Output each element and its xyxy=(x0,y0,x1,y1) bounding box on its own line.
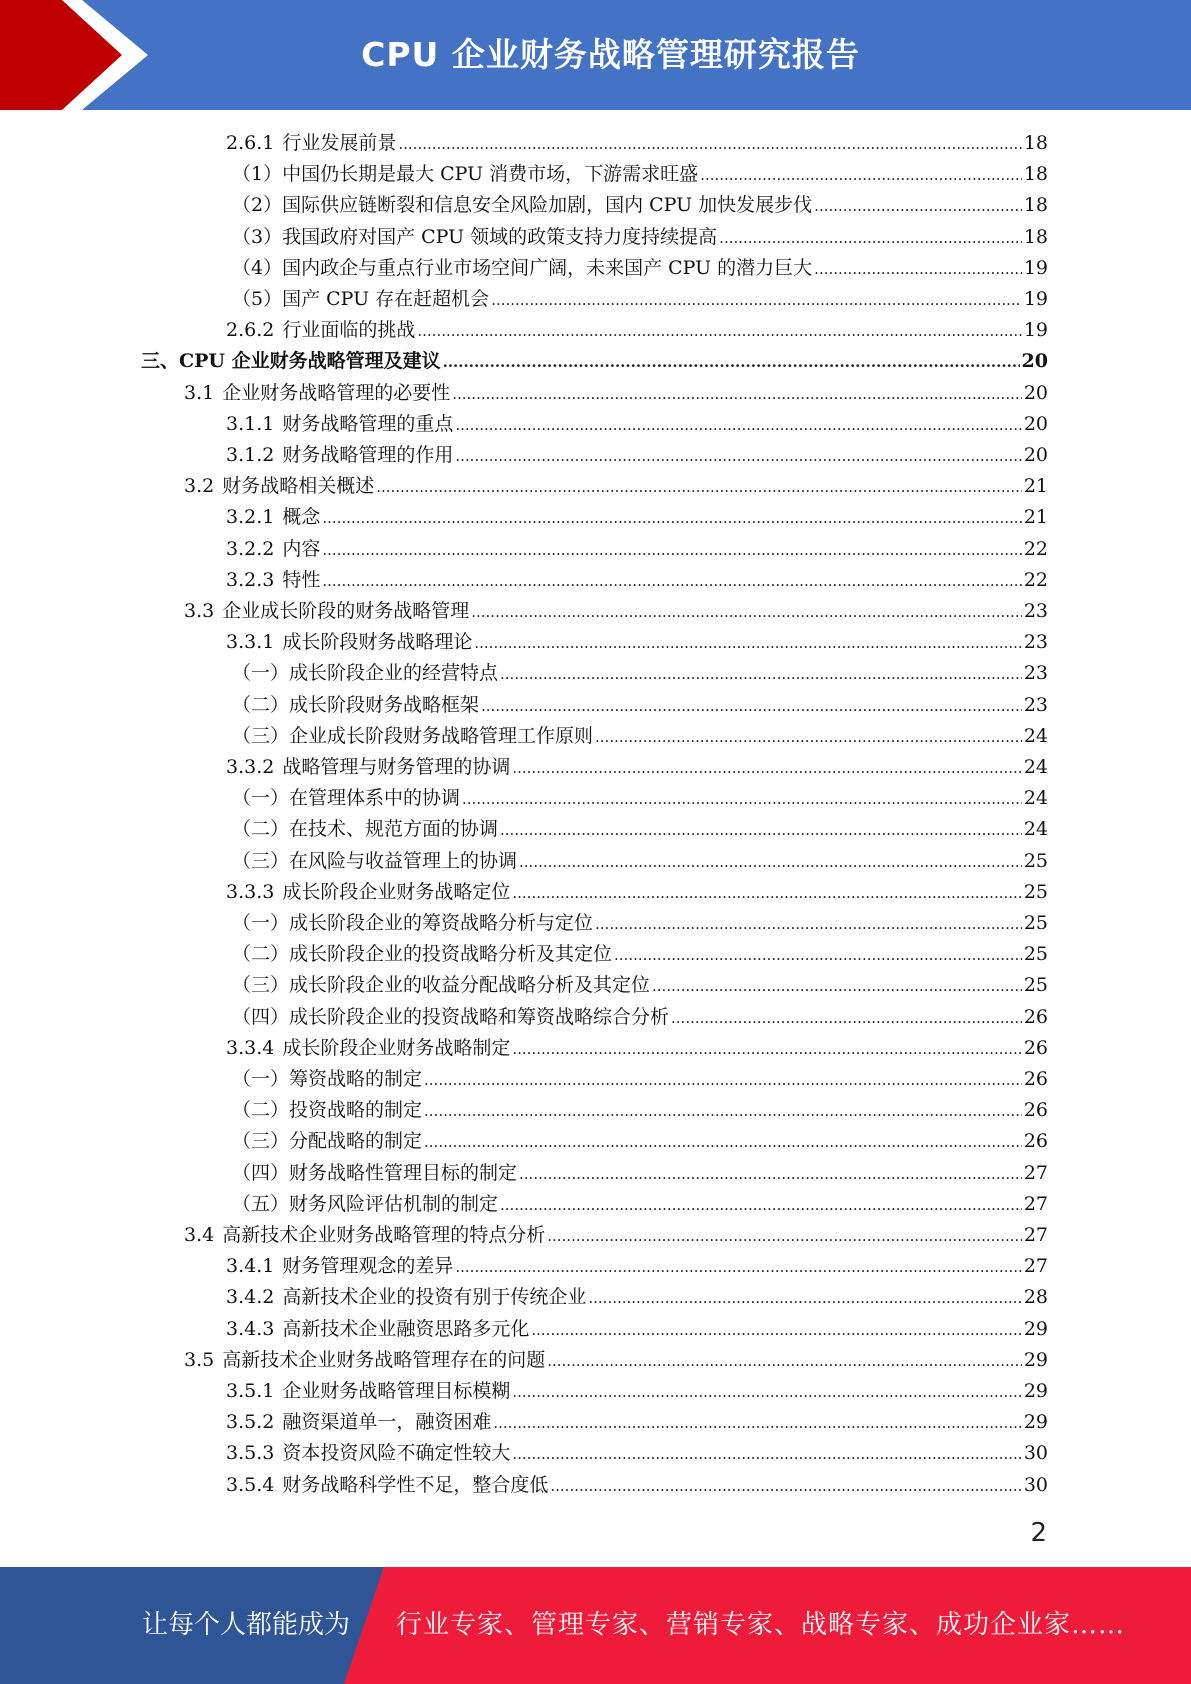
toc-entry[interactable] xyxy=(184,1345,1048,1376)
toc-dot-leader xyxy=(500,814,1022,845)
toc-dot-leader xyxy=(719,222,1022,253)
toc-dot-leader xyxy=(376,471,1022,502)
toc-entry[interactable] xyxy=(226,440,1048,471)
toc-entry[interactable] xyxy=(232,783,1048,814)
toc-entry-title: （二）成长阶段企业的投资战略分析及其定位 xyxy=(232,943,613,966)
toc-entry-title: （四）财务战略性管理目标的制定 xyxy=(232,1161,518,1184)
toc-entry-title: 财务战略相关概述 xyxy=(222,475,375,498)
toc-entry-title: 高新技术企业的投资有别于传统企业 xyxy=(282,1286,587,1309)
toc-dot-leader xyxy=(614,939,1022,970)
toc-entry-title: 成长阶段企业财务战略定位 xyxy=(282,880,511,903)
toc-entry-title: （三）在风险与收益管理上的协调 xyxy=(232,849,518,872)
toc-entry[interactable] xyxy=(232,222,1048,253)
toc-dot-leader xyxy=(500,658,1022,689)
toc-dot-leader xyxy=(547,1345,1022,1376)
toc-entry-page: 23 xyxy=(1023,631,1048,654)
toc-entry[interactable] xyxy=(226,534,1048,565)
toc-entry-number: 3.5.3 xyxy=(226,1442,275,1465)
toc-entry-title: （3）我国政府对国产 CPU 领域的政策支持力度持续提高 xyxy=(232,225,718,248)
toc-entry-page: 19 xyxy=(1023,256,1048,279)
toc-entry[interactable] xyxy=(226,565,1048,596)
toc-entry-title: （一）成长阶段企业的筹资战略分析与定位 xyxy=(232,912,594,934)
toc-entry-title: 行业面临的挑战 xyxy=(282,319,416,342)
toc-entry[interactable] xyxy=(184,1220,1048,1251)
toc-entry-page: 27 xyxy=(1023,1192,1048,1215)
toc-entry-title: 高新技术企业财务战略管理存在的问题 xyxy=(222,1348,546,1371)
toc-entry-number: 3.3 xyxy=(184,600,215,622)
toc-dot-leader xyxy=(452,378,1022,409)
toc-dot-leader xyxy=(443,346,1020,377)
toc-dot-leader xyxy=(462,783,1022,814)
toc-entry[interactable] xyxy=(226,752,1048,783)
toc-dot-leader xyxy=(474,627,1021,658)
toc-entry-page: 21 xyxy=(1023,506,1048,529)
toc-entry[interactable] xyxy=(226,1033,1048,1064)
toc-entry[interactable] xyxy=(226,627,1048,658)
toc-dot-leader xyxy=(512,1376,1021,1407)
toc-entry[interactable] xyxy=(232,253,1048,284)
toc-entry-number: 2.6.1 xyxy=(226,132,275,154)
toc-entry[interactable] xyxy=(226,1251,1048,1282)
toc-entry-number: 3.1.2 xyxy=(226,444,275,466)
toc-entry[interactable] xyxy=(226,1407,1048,1438)
toc-entry-page: 25 xyxy=(1023,849,1048,872)
toc-dot-leader xyxy=(550,1470,1021,1501)
toc-entry-title: 高新技术企业财务战略管理的特点分析 xyxy=(222,1224,546,1246)
toc-entry-number: 3.5.2 xyxy=(226,1411,275,1434)
toc-dot-leader xyxy=(455,409,1021,440)
toc-entry-title: 财务战略科学性不足，整合度低 xyxy=(282,1473,549,1496)
toc-entry-number: 3.3.1 xyxy=(226,631,275,654)
toc-dot-leader xyxy=(700,159,1022,190)
toc-entry-page: 21 xyxy=(1023,475,1048,498)
toc-entry-title: （5）国产 CPU 存在赶超机会 xyxy=(232,288,490,310)
toc-entry-page: 18 xyxy=(1023,194,1048,217)
toc-entry-page: 26 xyxy=(1023,1130,1048,1153)
toc-entry-title: 高新技术企业融资思路多元化 xyxy=(282,1317,530,1340)
toc-dot-leader xyxy=(512,752,1021,783)
toc-entry-title: 成长阶段财务战略理论 xyxy=(282,631,473,654)
toc-entry-page: 22 xyxy=(1023,537,1048,560)
toc-entry-number: 3.2.1 xyxy=(226,506,275,529)
toc-dot-leader xyxy=(671,1002,1022,1033)
toc-dot-leader xyxy=(547,1220,1022,1251)
toc-entry-title: （三）企业成长阶段财务战略管理工作原则 xyxy=(232,724,594,747)
toc-entry-page: 18 xyxy=(1023,132,1048,154)
toc-entry-title: 特性 xyxy=(282,568,321,591)
toc-entry-page: 20 xyxy=(1023,381,1048,404)
toc-dot-leader xyxy=(481,690,1022,721)
toc-dot-leader xyxy=(471,596,1022,627)
toc-dot-leader xyxy=(455,440,1021,471)
toc-entry-number: 3.1 xyxy=(184,381,215,404)
page-header xyxy=(0,0,1191,110)
toc-dot-leader xyxy=(588,1282,1021,1313)
toc-entry[interactable] xyxy=(184,596,1048,627)
toc-dot-leader xyxy=(322,565,1021,596)
toc-entry-page: 28 xyxy=(1023,1286,1048,1309)
toc-entry-number: 3.4.1 xyxy=(226,1255,275,1278)
toc-entry-page: 24 xyxy=(1023,787,1048,810)
toc-entry[interactable] xyxy=(232,939,1048,970)
toc-entry-title: （三）成长阶段企业的收益分配战略分析及其定位 xyxy=(232,974,651,997)
toc-entry-page: 25 xyxy=(1023,974,1048,997)
toc-entry-title: （4）国内政企与重点行业市场空间广阔，未来国产 CPU 的潜力巨大 xyxy=(232,256,813,279)
toc-entry-title: 行业发展前景 xyxy=(282,132,397,154)
toc-entry-page: 26 xyxy=(1023,1036,1048,1059)
toc-entry-title: 财务战略管理的作用 xyxy=(282,444,454,466)
toc-entry[interactable] xyxy=(232,190,1048,221)
toc-dot-leader xyxy=(652,970,1022,1001)
toc-entry-page: 23 xyxy=(1023,600,1048,622)
toc-dot-leader xyxy=(322,502,1021,533)
report-title: CPU 企业财务战略管理研究报告 xyxy=(361,35,860,74)
toc-entry-page: 18 xyxy=(1023,225,1048,248)
toc-dot-leader xyxy=(424,1064,1022,1095)
toc-dot-leader xyxy=(814,190,1022,221)
toc-entry-page: 29 xyxy=(1023,1317,1048,1340)
toc-entry-page: 24 xyxy=(1023,818,1048,841)
toc-entry-number: 3.4.3 xyxy=(226,1317,275,1340)
toc-entry-number: 3.3.3 xyxy=(226,880,275,903)
toc-entry-title: （三）分配战略的制定 xyxy=(232,1130,423,1153)
toc-entry-title: 内容 xyxy=(282,537,321,560)
toc-entry-title: （一）在管理体系中的协调 xyxy=(232,787,461,810)
toc-entry[interactable] xyxy=(232,1189,1048,1220)
page-number: 2 xyxy=(1030,1518,1047,1548)
toc-entry-page: 27 xyxy=(1023,1161,1048,1184)
toc-entry[interactable] xyxy=(226,409,1048,440)
toc-entry-page: 24 xyxy=(1023,756,1048,778)
toc-entry[interactable] xyxy=(184,471,1048,502)
toc-entry[interactable] xyxy=(226,1282,1048,1313)
toc-entry-page: 27 xyxy=(1023,1255,1048,1278)
toc-entry[interactable] xyxy=(226,1376,1048,1407)
toc-entry-number: 3.5 xyxy=(184,1348,215,1371)
toc-entry-page: 27 xyxy=(1023,1224,1048,1246)
toc-entry-page: 30 xyxy=(1023,1473,1048,1496)
toc-entry-page: 23 xyxy=(1023,693,1048,716)
toc-entry[interactable] xyxy=(226,128,1048,159)
toc-entry-title: 企业财务战略管理的必要性 xyxy=(222,381,451,404)
toc-entry-title: 企业财务战略管理目标模糊 xyxy=(282,1380,511,1402)
toc-entry-title: （二）投资战略的制定 xyxy=(232,1099,423,1122)
toc-entry-page: 20 xyxy=(1021,350,1048,373)
toc-entry[interactable] xyxy=(232,658,1048,689)
toc-entry-number: 3.5.1 xyxy=(226,1380,275,1402)
toc-dot-leader xyxy=(814,253,1022,284)
toc-entry-page: 29 xyxy=(1023,1348,1048,1371)
toc-entry-page: 23 xyxy=(1023,662,1048,685)
toc-entry[interactable] xyxy=(226,1314,1048,1345)
toc-entry-title: 资本投资风险不确定性较大 xyxy=(282,1442,511,1465)
toc-entry[interactable] xyxy=(232,159,1048,190)
toc-dot-leader xyxy=(512,1438,1021,1469)
toc-entry-title: （1）中国仍长期是最大 CPU 消费市场，下游需求旺盛 xyxy=(232,163,699,186)
toc-entry-title: 成长阶段企业财务战略制定 xyxy=(282,1036,511,1059)
toc-entry-title: （一）筹资战略的制定 xyxy=(232,1068,423,1090)
toc-entry[interactable] xyxy=(226,502,1048,533)
toc-entry-page: 26 xyxy=(1023,1099,1048,1122)
toc-dot-leader xyxy=(455,1251,1021,1282)
toc-entry-page: 26 xyxy=(1023,1005,1048,1028)
toc-entry-title: （二）在技术、规范方面的协调 xyxy=(232,818,499,841)
toc-entry[interactable] xyxy=(232,970,1048,1001)
toc-entry-title: 三、CPU 企业财务战略管理及建议 xyxy=(141,350,441,373)
toc-entry[interactable] xyxy=(184,378,1048,409)
toc-entry-title: 概念 xyxy=(282,506,321,529)
toc-dot-leader xyxy=(595,721,1022,752)
footer-slogan-left: 让每个人都能成为 xyxy=(142,1610,351,1640)
toc-entry[interactable] xyxy=(232,1002,1048,1033)
toc-dot-leader xyxy=(519,846,1022,877)
toc-entry-page: 19 xyxy=(1023,288,1048,310)
toc-entry[interactable] xyxy=(232,1158,1048,1189)
toc-entry[interactable] xyxy=(232,690,1048,721)
toc-dot-leader xyxy=(398,128,1021,159)
toc-entry-title: 企业成长阶段的财务战略管理 xyxy=(222,600,470,622)
toc-entry-number: 2.6.2 xyxy=(226,319,275,342)
toc-entry-page: 29 xyxy=(1023,1411,1048,1434)
toc-entry-number: 3.5.4 xyxy=(226,1473,275,1496)
toc-entry[interactable] xyxy=(226,1470,1048,1501)
page-footer xyxy=(0,1567,1191,1684)
toc-dot-leader xyxy=(512,877,1021,908)
toc-entry-page: 25 xyxy=(1023,912,1048,934)
toc-entry-page: 20 xyxy=(1023,444,1048,466)
toc-entry-title: （一）成长阶段企业的经营特点 xyxy=(232,662,499,685)
toc-entry-title: （二）成长阶段财务战略框架 xyxy=(232,693,480,716)
toc-entry-page: 25 xyxy=(1023,943,1048,966)
toc-dot-leader xyxy=(322,534,1021,565)
toc-dot-leader xyxy=(417,315,1021,346)
toc-dot-leader xyxy=(491,284,1022,315)
toc-dot-leader xyxy=(512,1033,1021,1064)
toc-entry[interactable] xyxy=(226,315,1048,346)
toc-entry-page: 19 xyxy=(1023,319,1048,342)
toc-dot-leader xyxy=(519,1158,1022,1189)
toc-dot-leader xyxy=(500,1189,1022,1220)
toc-entry-number: 3.3.4 xyxy=(226,1036,275,1059)
toc-entry-page: 25 xyxy=(1023,880,1048,903)
toc-entry[interactable] xyxy=(226,877,1048,908)
toc-entry-number: 3.3.2 xyxy=(226,756,275,778)
toc-entry-number: 3.2.2 xyxy=(226,537,275,560)
toc-entry[interactable] xyxy=(232,284,1048,315)
toc-dot-leader xyxy=(595,908,1022,939)
toc-entry[interactable] xyxy=(232,1064,1048,1095)
toc-entry-number: 3.1.1 xyxy=(226,412,275,435)
toc-dot-leader xyxy=(424,1095,1022,1126)
toc-entry-page: 20 xyxy=(1023,412,1048,435)
toc-entry-page: 26 xyxy=(1023,1068,1048,1090)
toc-entry-page: 22 xyxy=(1023,568,1048,591)
toc-dot-leader xyxy=(531,1314,1021,1345)
toc-entry[interactable] xyxy=(141,346,1048,377)
toc-dot-leader xyxy=(493,1407,1021,1438)
toc-entry-title: 财务管理观念的差异 xyxy=(282,1255,454,1278)
toc-entry-number: 3.4.2 xyxy=(226,1286,275,1309)
toc-entry-page: 29 xyxy=(1023,1380,1048,1402)
toc-entry-title: 财务战略管理的重点 xyxy=(282,412,454,435)
toc-entry-title: 战略管理与财务管理的协调 xyxy=(282,756,511,778)
toc-entry-number: 3.2 xyxy=(184,475,215,498)
footer-slogan-right: 行业专家、管理专家、营销专家、战略专家、成功企业家…… xyxy=(396,1610,1126,1640)
toc-entry-page: 30 xyxy=(1023,1442,1048,1465)
toc-entry[interactable] xyxy=(226,1438,1048,1469)
toc-entry[interactable] xyxy=(232,1126,1048,1157)
toc-entry-title: （四）成长阶段企业的投资战略和筹资战略综合分析 xyxy=(232,1005,670,1028)
toc-entry[interactable] xyxy=(232,721,1048,752)
toc-entry[interactable] xyxy=(232,908,1048,939)
toc-entry-page: 18 xyxy=(1023,163,1048,186)
toc-entry-title: （2）国际供应链断裂和信息安全风险加剧，国内 CPU 加快发展步伐 xyxy=(232,194,813,217)
toc-entry[interactable] xyxy=(232,1095,1048,1126)
toc-entry-number: 3.4 xyxy=(184,1224,215,1246)
toc-entry-page: 24 xyxy=(1023,724,1048,747)
toc-entry-title: 融资渠道单一，融资困难 xyxy=(282,1411,492,1434)
toc-entry-title: （五）财务风险评估机制的制定 xyxy=(232,1192,499,1215)
toc-entry[interactable] xyxy=(232,814,1048,845)
toc-dot-leader xyxy=(424,1126,1022,1157)
toc-entry[interactable] xyxy=(232,846,1048,877)
toc-entry-number: 3.2.3 xyxy=(226,568,275,591)
